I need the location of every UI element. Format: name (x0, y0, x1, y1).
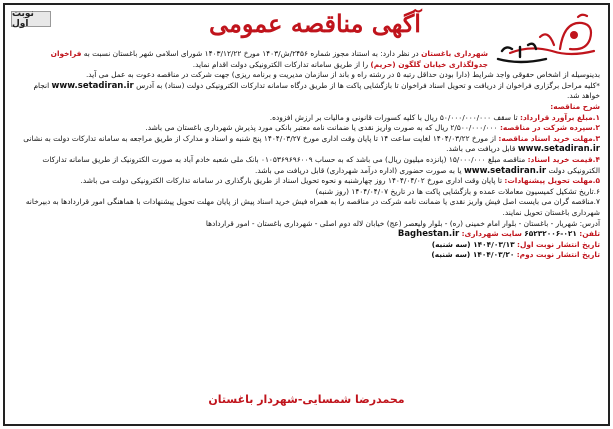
setad-link[interactable]: www.setadiran.ir (517, 144, 600, 155)
publication-round-badge: نوبت اول (11, 11, 51, 27)
item-deposit: ۲.سپرده شرکت در مناقصه: ۲/۵۰۰/۰۰۰/۰۰۰ ریال که به صورت واریز نقدی یا ضمانت نامه معتبر بانکی مورد پذیرش شهرداری باغستان می باشد. (145, 123, 600, 133)
notice-title: آگهی مناقصه عمومی (209, 9, 421, 38)
setad-link[interactable]: www.setadiran.ir (51, 80, 134, 91)
notice-body (13, 49, 600, 261)
terms-heading: شرح مناقصه: (550, 101, 600, 111)
item-document-deadline: ۳.مهلت خرید اسناد مناقصه: از مورخ ۱۴۰۴/۰۳/۲۲ لغایت ساعت ۱۴ تا پایان وقت اداری مورخ ۱۴۰۴/۰۳/۲۷ پنج شنبه و اسناد و مدارک از طریق مراجعه به سامانه تدارکات دولت به نشانی www.setadiran.ir قابل دریافت می باشد. (23, 133, 600, 155)
item-estimate: ۱.مبلغ برآورد قرارداد: تا سقف ۵۰/۰۰۰/۰۰۰/۰۰۰ ریال با کلیه کسورات قانونی و مالیات بر ارزش افزوده. (269, 112, 600, 122)
municipality-name: شهرداری باغستان (421, 49, 488, 58)
item-opening-date: ۶.تاریخ تشکیل کمیسیون معاملات عمده و بازگشایی پاکت ها در تاریخ ۱۴۰۴/۰۴/۰۷ (روز شنبه) (315, 186, 600, 196)
phone-number: ۰۲۱-۶۵۲۳۲۰۰۶ (524, 229, 577, 239)
publication-date-2: تاریخ انتشار نوبت دوم: ۱۴۰۴/۰۳/۲۰ (سه شنبه) (431, 250, 600, 260)
item-document-price: ۴.قیمت خرید اسناد: مناقصه مبلغ ۱۵/۰۰۰/۰۰۰ (پانزده میلیون ریال) می باشد که به حساب ۰۱۰۵۳۶۹۶۹۶۰۰۹ بانک ملی شعبه خادم آباد به صورت الکترونیک از طریق سامانه تدارکات الکترونیکی دولت www.setadiran.ir یا به صورت حضوری (اداره درآمد شهرداری) قابل دریافت می باشد. (42, 154, 600, 176)
publication-date-1: تاریخ انتشار نوبت اول: ۱۴۰۴/۰۳/۱۳ (سه شنبه) (431, 239, 600, 249)
mayor-signature: محمدرضا شمسایی-شهردار باغستان (208, 393, 405, 406)
notice-frame (3, 3, 610, 426)
intro-paragraph (13, 49, 488, 70)
intro-text-2: را از طریق سامانه تدارکات الکترونیکی دولت اقدام نماید. (192, 59, 369, 69)
address-line: آدرس: شهریار - باغستان - بلوار امام خمینی (ره) - بلوار ولیعصر (عج) خیابان لاله دوم اصلی - شهرداری باغستان - امور قراردادها (205, 218, 600, 228)
project-title: فراخوان جدولگذاری خیابان گلگون (حریم) (50, 49, 488, 69)
invitation-text: بدینوسیله از اشخاص حقوقی واجد شرایط (دارا بودن حداقل رتبه ۵ در رشته راه و باند از سازمان مدیریت و برنامه ریزی) جهت شرکت در مناقصه دعوت به عمل می آید. (85, 70, 600, 80)
contact-line: تلفن: ۰۲۱-۶۵۲۳۲۰۰۶ سایت شهرداری: Baghestan.ir (397, 229, 600, 240)
general-paragraph: *کلیه مراحل برگزاری فراخوان از دریافت و تحویل اسناد فراخوان تا بازگشایی پاکت ها از طریق درگاه سامانه تدارکات الکترونیکی دولت (ستاد) به آدرس www.setadiran.ir انجام خواهد شد. (33, 80, 600, 101)
intro-text-1: در نظر دارد: به استناد مجوز شماره ۲۴۵۶/ش/۱۴۰۳ مورخ ۱۴۰۳/۱۲/۲۲ شورای اسلامی شهر باغستان نسبت به (83, 49, 419, 58)
municipality-website[interactable]: Baghestan.ir (397, 229, 460, 240)
item-submission-deadline: ۵.مهلت تحویل پیشنهادات: تا پایان وقت اداری مورخ ۱۴۰۴/۰۴/۰۲ روز چهارشنبه و نحوه تحویل اسناد از طریق بارگذاری در سامانه تدارکات الکترونیکی دولت می باشد. (80, 176, 600, 186)
setad-link[interactable]: www.setadiran.ir (463, 165, 547, 176)
item-guarantee-note: ۷.مناقصه گران می بایست اصل فیش واریز نقدی یا ضمانت نامه شرکت در مناقصه را به همراه فیش خرید اسناد پیش از پایان مهلت تحویل پیشنهادات با هماهنگی امور قراردادها به دبیرخانه شهرداری باغستان تحویل نمایند. (25, 197, 600, 217)
